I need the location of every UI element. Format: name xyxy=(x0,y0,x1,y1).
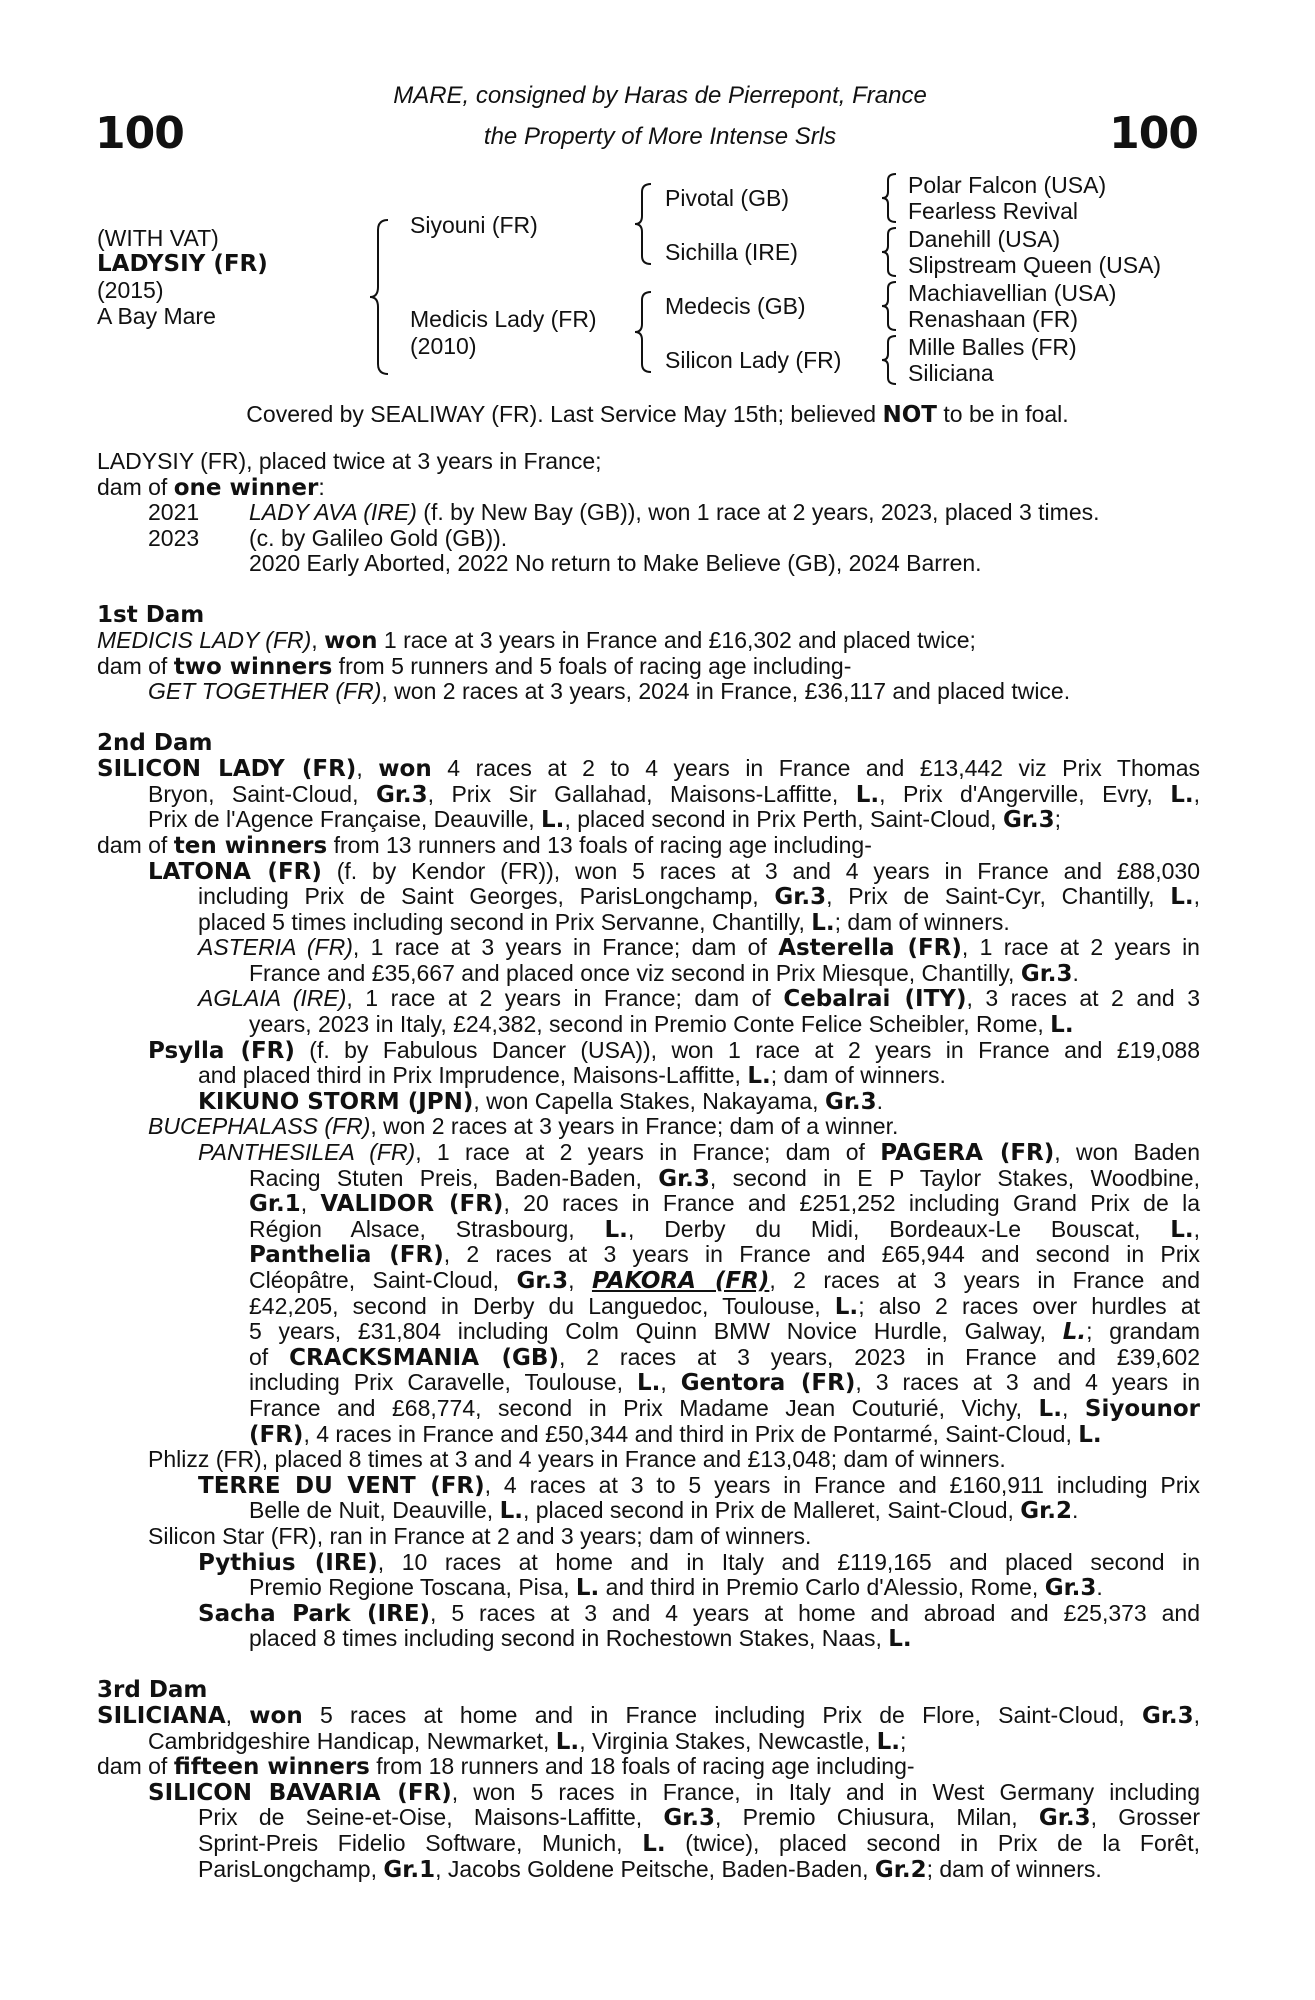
produce-row: 2023 (c. by Galileo Gold (GB)). xyxy=(148,524,508,551)
dam3-line: SILICON BAVARIA (FR), won 5 races in France, in Italy and in West Germany including xyxy=(148,1778,1200,1806)
sire-brace xyxy=(633,182,653,266)
dam2-line: years, 2023 in Italy, £24,382, second in Premio Conte Felice Scheibler, Rome, L. xyxy=(249,1011,1074,1039)
section-heading-3rd-dam: 3rd Dam xyxy=(97,1676,208,1703)
dam2-line: Psylla (FR) (f. by Fabulous Dancer (USA)), won 1 race at 2 years in France and £19,088 xyxy=(148,1036,1200,1064)
dam2-line: including Prix Caravelle, Toulouse, L., Gentora (FR), 3 races at 3 and 4 years in xyxy=(249,1369,1201,1397)
lot-number-left: 100 xyxy=(95,108,184,159)
covered-not: NOT xyxy=(882,402,937,428)
dam2-line: Prix de l'Agence Française, Deauville, L., placed second in Prix Perth, Saint-Cloud, Gr.3; xyxy=(148,806,1062,834)
covered-note xyxy=(0,402,1315,429)
dam1-line: MEDICIS LADY (FR), won 1 race at 3 years in France and £16,302 and placed twice; xyxy=(97,627,976,655)
dam: Medicis Lady (FR) xyxy=(410,306,597,332)
dam2-line: placed 5 times including second in Prix Servanne, Chantilly, L.; dam of winners. xyxy=(198,908,1010,936)
dam2-line: BUCEPHALASS (FR), won 2 races at 3 years in France; dam of a winner. xyxy=(148,1113,899,1140)
dam2-line: Silicon Star (FR), ran in France at 2 and 3 years; dam of winners. xyxy=(148,1522,812,1549)
dam2-line: KIKUNO STORM (JPN), won Capella Stakes, Nakayama, Gr.3. xyxy=(198,1087,884,1115)
dam2-line: PANTHESILEA (FR), 1 race at 2 years in France; dam of PAGERA (FR), won Baden xyxy=(198,1139,1201,1167)
dam3-line: ParisLongchamp, Gr.1, Jacobs Goldene Peitsche, Baden-Baden, Gr.2; dam of winners. xyxy=(198,1855,1102,1883)
g3-ancestor: Danehill (USA) xyxy=(908,226,1061,252)
vat-note: (WITH VAT) xyxy=(97,225,219,251)
dam3-line: Prix de Seine-et-Oise, Maisons-Laffitte, Gr.3, Premio Chiusura, Milan, Gr.3, Grosser xyxy=(198,1804,1200,1832)
dam2-line: including Prix de Saint Georges, ParisLongchamp, Gr.3, Prix de Saint-Cyr, Chantilly, L., xyxy=(198,883,1200,911)
sire-sire: Pivotal (GB) xyxy=(665,185,789,211)
produce-row: 2021 LADY AVA (IRE) (f. by New Bay (GB)), won 1 race at 2 years, 2023, placed 3 times. xyxy=(148,499,1100,526)
dam2-line: TERRE DU VENT (FR), 4 races at 3 to 5 years in France and £160,911 including Prix xyxy=(198,1471,1201,1499)
dam2-line: of CRACKSMANIA (GB), 2 races at 3 years, 2023 in France and £39,602 xyxy=(249,1343,1200,1371)
produce-summary: dam of one winner: xyxy=(97,473,325,501)
g3-ancestor: Renashaan (FR) xyxy=(908,306,1079,332)
produce-row: 2020 Early Aborted, 2022 No return to Make Believe (GB), 2024 Barren. xyxy=(249,550,982,577)
dam2-line: France and £68,774, second in Prix Madame Jean Couturié, Vichy, L., Siyounor xyxy=(249,1394,1201,1422)
dam2-line: Région Alsace, Strasbourg, L., Derby du Midi, Bordeaux-Le Bouscat, L., xyxy=(249,1215,1200,1243)
covered-text-end: to be in foal. xyxy=(936,401,1069,427)
dam2-line: Phlizz (FR), placed 8 times at 3 and 4 years in France and £13,048; dam of winners. xyxy=(148,1446,1006,1473)
dam2-line: AGLAIA (IRE), 1 race at 2 years in France; dam of Cebalrai (ITY), 3 races at 2 and 3 xyxy=(198,985,1201,1013)
g3-brace-2 xyxy=(880,226,898,278)
g3-brace-1 xyxy=(880,172,898,224)
dam-dam: Silicon Lady (FR) xyxy=(665,347,842,373)
horse-year: (2015) xyxy=(97,277,164,303)
catalogue-body xyxy=(97,449,1200,1882)
horse-name: LADYSIY (FR) xyxy=(97,251,268,277)
g3-brace-4 xyxy=(880,334,898,386)
dam1-line: GET TOGETHER (FR), won 2 races at 3 years, 2024 in France, £36,117 and placed twice. xyxy=(148,678,1071,705)
dam2-line: Bryon, Saint-Cloud, Gr.3, Prix Sir Gallahad, Maisons-Laffitte, L., Prix d'Angerville, Evry, L., xyxy=(148,780,1200,808)
dam2-line: 5 years, £31,804 including Colm Quinn BMW Novice Hurdle, Galway, L.; grandam xyxy=(249,1318,1201,1346)
sire: Siyouni (FR) xyxy=(410,212,538,238)
dam1-line: dam of two winners from 5 runners and 5 foals of racing age including- xyxy=(97,652,852,680)
consigned-line: MARE, consigned by Haras de Pierrepont, France xyxy=(393,82,927,109)
dam3-line: SILICIANA, won 5 races at home and in France including Prix de Flore, Saint-Cloud, Gr.3, xyxy=(97,1702,1201,1730)
dam2-line: placed 8 times including second in Rochestown Stakes, Naas, L. xyxy=(249,1625,912,1653)
dam3-line: dam of fifteen winners from 18 runners and 18 foals of racing age including- xyxy=(97,1753,915,1781)
dam2-line: £42,205, second in Derby du Languedoc, Toulouse, L.; also 2 races over hurdles at xyxy=(249,1292,1200,1320)
covered-text: Covered by SEALIWAY (FR). Last Service May 15th; believed xyxy=(246,401,883,427)
dam2-line: Panthelia (FR), 2 races at 3 years in France and £65,944 and second in Prix xyxy=(249,1241,1201,1269)
g3-ancestor: Mille Balles (FR) xyxy=(908,334,1077,360)
dam-sire: Medecis (GB) xyxy=(665,293,806,319)
dam2-line: LATONA (FR) (f. by Kendor (FR)), won 5 races at 3 and 4 years in France and £88,030 xyxy=(148,857,1200,885)
g3-brace-3 xyxy=(880,280,898,332)
dam2-line: (FR), 4 races in France and £50,344 and third in Prix de Pontarmé, Saint-Cloud, L. xyxy=(249,1420,1102,1448)
dam2-line: Gr.1, VALIDOR (FR), 20 races in France and £251,252 including Grand Prix de la xyxy=(249,1190,1200,1218)
property-line: the Property of More Intense Srls xyxy=(483,123,837,150)
g3-ancestor: Slipstream Queen (USA) xyxy=(908,252,1162,278)
dam2-line: ASTERIA (FR), 1 race at 3 years in France; dam of Asterella (FR), 1 race at 2 years in xyxy=(198,934,1200,962)
dam2-line: Premio Regione Toscana, Pisa, L. and third in Premio Carlo d'Alessio, Rome, Gr.3. xyxy=(249,1574,1103,1602)
dam-brace xyxy=(633,290,653,374)
dam3-line: Cambridgeshire Handicap, Newmarket, L., Virginia Stakes, Newcastle, L.; xyxy=(148,1727,907,1755)
g3-ancestor: Polar Falcon (USA) xyxy=(908,172,1107,198)
dam2-line: Cléopâtre, Saint-Cloud, Gr.3, PAKORA (FR), 2 races at 3 years in France and xyxy=(249,1267,1201,1294)
sire-dam: Sichilla (IRE) xyxy=(665,239,798,265)
main-brace xyxy=(368,218,390,376)
g3-ancestor: Siliciana xyxy=(908,360,994,386)
dam2-line: and placed third in Prix Imprudence, Maisons-Laffitte, L.; dam of winners. xyxy=(198,1062,946,1090)
section-heading-1st-dam: 1st Dam xyxy=(97,601,205,628)
dam2-line: Belle de Nuit, Deauville, L., placed second in Prix de Malleret, Saint-Cloud, Gr.2. xyxy=(249,1497,1079,1525)
dam-year: (2010) xyxy=(410,333,477,359)
dam3-line: Sprint-Preis Fidelio Software, Munich, L. (twice), placed second in Prix de la Forêt, xyxy=(198,1830,1200,1858)
horse-description: A Bay Mare xyxy=(97,303,216,329)
dam2-line: France and £35,667 and placed once viz second in Prix Miesque, Chantilly, Gr.3. xyxy=(249,959,1079,987)
g3-ancestor: Fearless Revival xyxy=(908,198,1078,224)
section-heading-2nd-dam: 2nd Dam xyxy=(97,729,213,756)
lot-number-right: 100 xyxy=(1109,108,1198,159)
produce-intro: LADYSIY (FR), placed twice at 3 years in France; xyxy=(97,448,602,474)
dam2-line: Pythius (IRE), 10 races at home and in Italy and £119,165 and placed second in xyxy=(198,1548,1201,1576)
dam2-line: Sacha Park (IRE), 5 races at 3 and 4 years at home and abroad and £25,373 and xyxy=(198,1599,1200,1627)
dam2-line: dam of ten winners from 13 runners and 13 foals of racing age including- xyxy=(97,831,872,859)
dam2-line: Racing Stuten Preis, Baden-Baden, Gr.3, second in E P Taylor Stakes, Woodbine, xyxy=(249,1164,1200,1192)
dam2-line: SILICON LADY (FR), won 4 races at 2 to 4 years in France and £13,442 viz Prix Thomas xyxy=(97,755,1201,783)
g3-ancestor: Machiavellian (USA) xyxy=(908,280,1117,306)
